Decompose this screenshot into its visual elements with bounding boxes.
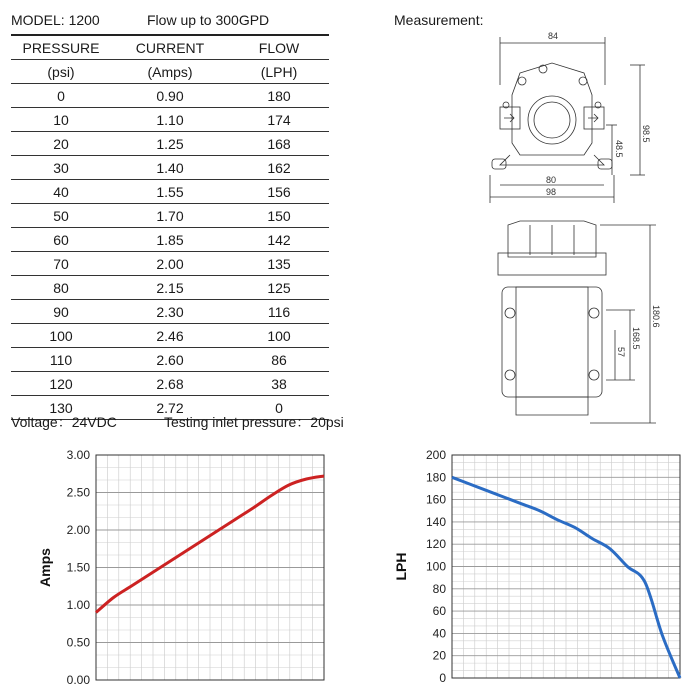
y-tick-label: 120 [425, 537, 446, 552]
cell-flow: 0 [229, 396, 329, 420]
cell-flow: 150 [229, 204, 329, 228]
table-row [11, 132, 329, 156]
cell-pressure: 60 [11, 228, 111, 252]
y-tick-label: 100 [425, 559, 446, 574]
inlet-pressure-label: Testing inlet pressure：20psi [164, 414, 344, 430]
cell-current: 1.70 [111, 204, 229, 228]
table-row [11, 204, 329, 228]
cell-flow: 135 [229, 252, 329, 276]
cell-current: 2.72 [111, 396, 229, 420]
model-label: MODEL: 1200 [11, 12, 100, 28]
y-tick-label: 0 [439, 671, 446, 685]
y-tick-label: 180 [425, 470, 446, 485]
y-tick-label: 1.50 [66, 560, 90, 575]
y-tick-label: 140 [425, 514, 446, 529]
table-row [11, 228, 329, 252]
table-row [11, 252, 329, 276]
cell-current: 2.15 [111, 276, 229, 300]
table-row [11, 276, 329, 300]
cell-current: 2.60 [111, 348, 229, 372]
cell-current: 0.90 [111, 84, 229, 108]
measurement-label: Measurement: [394, 12, 484, 28]
cell-flow: 180 [229, 84, 329, 108]
cell-pressure: 30 [11, 156, 111, 180]
y-axis-label: LPH [393, 552, 409, 581]
cell-pressure: 20 [11, 132, 111, 156]
unit-psi: (psi) [11, 60, 111, 84]
col-header-flow: FLOW [229, 35, 329, 60]
table-row [11, 108, 329, 132]
cell-flow: 100 [229, 324, 329, 348]
table-row [11, 348, 329, 372]
pump-dimension-drawing [480, 25, 680, 430]
cell-pressure: 90 [11, 300, 111, 324]
y-axis-label: Amps [37, 548, 53, 587]
cell-pressure: 100 [11, 324, 111, 348]
table-units-row [11, 60, 329, 84]
y-tick-label: 2.50 [66, 485, 90, 500]
unit-lph: (LPH) [229, 60, 329, 84]
cell-flow: 168 [229, 132, 329, 156]
voltage-label: Voltage：24VDC [11, 414, 117, 430]
table-row [11, 372, 329, 396]
dim-48-5: 48.5 [614, 140, 624, 158]
cell-current: 1.55 [111, 180, 229, 204]
cell-current: 1.10 [111, 108, 229, 132]
cell-pressure: 10 [11, 108, 111, 132]
cell-pressure: 80 [11, 276, 111, 300]
table-row [11, 300, 329, 324]
y-tick-label: 160 [425, 492, 446, 507]
cell-pressure: 110 [11, 348, 111, 372]
y-tick-label: 200 [425, 448, 446, 462]
cell-pressure: 40 [11, 180, 111, 204]
cell-flow: 125 [229, 276, 329, 300]
cell-flow: 116 [229, 300, 329, 324]
cell-pressure: 50 [11, 204, 111, 228]
y-tick-label: 1.00 [66, 598, 90, 612]
dim-80: 80 [546, 175, 557, 185]
cell-pressure: 0 [11, 84, 111, 108]
y-tick-label: 20 [432, 648, 446, 663]
cell-current: 2.46 [111, 324, 229, 348]
y-tick-label: 60 [432, 604, 446, 619]
cell-flow: 142 [229, 228, 329, 252]
table-header-row [11, 35, 329, 60]
table-row [11, 84, 329, 108]
cell-current: 1.40 [111, 156, 229, 180]
unit-amps: (Amps) [111, 60, 229, 84]
y-tick-label: 3.00 [66, 448, 90, 462]
y-tick-label: 80 [432, 581, 446, 596]
dim-57: 57 [616, 347, 626, 358]
table-row [11, 324, 329, 348]
y-tick-label: 0.50 [66, 635, 90, 650]
cell-current: 1.25 [111, 132, 229, 156]
cell-flow: 174 [229, 108, 329, 132]
cell-flow: 156 [229, 180, 329, 204]
dim-180-6: 180.6 [651, 305, 661, 328]
flow-rating: Flow up to 300GPD [147, 12, 270, 28]
amps-chart [0, 440, 340, 698]
y-tick-label: 0.00 [66, 673, 90, 687]
cell-current: 2.68 [111, 372, 229, 396]
dim-84: 84 [548, 31, 559, 41]
dim-98-5: 98.5 [641, 125, 651, 143]
col-header-current: CURRENT [111, 35, 229, 60]
cell-pressure: 130 [11, 396, 111, 420]
dim-168-5: 168.5 [631, 327, 641, 350]
lph-chart [372, 440, 700, 698]
y-tick-label: 2.00 [66, 523, 90, 537]
cell-current: 2.30 [111, 300, 229, 324]
cell-flow: 86 [229, 348, 329, 372]
cell-current: 2.00 [111, 252, 229, 276]
spec-table [11, 34, 329, 420]
cell-flow: 38 [229, 372, 329, 396]
cell-current: 1.85 [111, 228, 229, 252]
cell-pressure: 70 [11, 252, 111, 276]
table-row [11, 156, 329, 180]
dim-98: 98 [546, 187, 557, 197]
y-tick-label: 40 [432, 626, 446, 641]
table-row [11, 180, 329, 204]
col-header-pressure: PRESSURE [11, 35, 111, 60]
cell-pressure: 120 [11, 372, 111, 396]
cell-flow: 162 [229, 156, 329, 180]
